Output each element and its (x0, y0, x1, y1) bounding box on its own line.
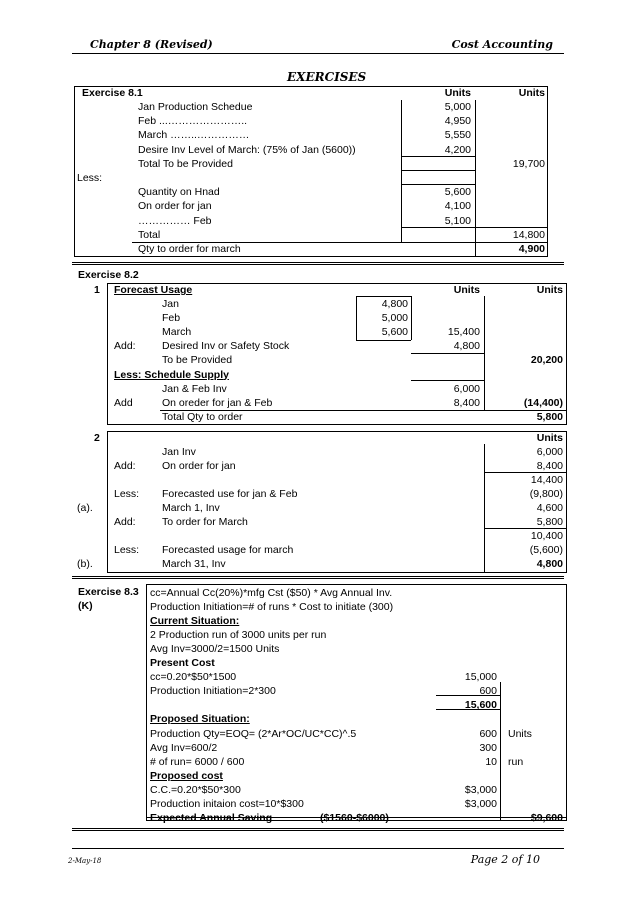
row-value: 4,100 (444, 200, 471, 213)
exercise-label: Exercise 8.2 (78, 269, 139, 281)
row-value: 5,000 (444, 101, 471, 113)
exercise-sublabel: (K) (78, 600, 93, 612)
column-rule (484, 296, 485, 410)
calc-line: Avg Inv=600/2 (150, 741, 218, 754)
row-total: (14,400) (523, 396, 563, 409)
cell-rule (411, 380, 484, 381)
cell-rule (484, 472, 567, 473)
calc-line: cc=Annual Cc(20%)*mfg Cst ($50) * Avg Annual Inv. (150, 587, 393, 599)
row-value: 6,000 (453, 382, 480, 395)
row-total: 20,200 (530, 354, 563, 367)
calc-line: Production Initiation=2*300 (150, 685, 276, 698)
cell-rule (401, 184, 475, 185)
cell-rule (401, 170, 475, 171)
row-total: 4,900 (518, 243, 545, 255)
row-label: To be Provided (162, 354, 233, 367)
row-value: 4,200 (444, 143, 471, 156)
calc-line: Production Qty=EOQ= (2*Ar*OC/UC*CC)^.5 (150, 727, 357, 740)
header-rule (72, 53, 564, 54)
row-value: 4,800 (536, 558, 563, 571)
course-title: Cost Accounting (451, 38, 553, 51)
row-value: 5,600 (381, 326, 408, 339)
exercise-label: Exercise 8.3 (78, 586, 139, 598)
row-label: March (162, 326, 192, 339)
calc-value: 600 (479, 685, 497, 698)
row-label: To order for March (162, 516, 248, 529)
row-label: Qty to order for march (138, 243, 241, 255)
row-label: On order for jan (138, 200, 212, 213)
calc-line: # of run= 6000 / 600 (150, 755, 245, 768)
exercise-label: Exercise 8.1 (82, 87, 143, 99)
row-tag: (b). (77, 558, 93, 571)
row-label: …………… Feb (138, 214, 212, 227)
part-number: 1 (94, 284, 100, 296)
row-label: March 31, Inv (162, 558, 226, 571)
row-value: 5,000 (381, 312, 408, 325)
row-tag: (a). (77, 502, 93, 515)
calc-value: 15,000 (464, 671, 497, 684)
units-header: Units (536, 284, 563, 296)
row-label: Total Qty to order (162, 410, 243, 423)
row-rule (146, 817, 567, 818)
row-rule (160, 410, 567, 411)
row-value: 5,600 (444, 186, 471, 199)
units-header: Units (444, 87, 471, 99)
calc-line: Current Situation: (150, 615, 240, 628)
row-value: 4,800 (381, 298, 408, 310)
part-title: Forecast Usage (114, 284, 193, 296)
calc-value: 600 (479, 727, 497, 740)
calc-value: 10 (485, 755, 497, 768)
row-value: 5,800 (536, 516, 563, 529)
row-value: 4,800 (453, 340, 480, 353)
row-prefix: Less: (114, 488, 140, 501)
cell-rule (401, 227, 547, 228)
cell-rule (484, 528, 567, 529)
calc-line: Avg Inv=3000/2=1500 Units (150, 643, 280, 656)
units-header: Units (453, 284, 480, 296)
page-number: Page 2 of 10 (470, 853, 540, 866)
calc-value: 15,600 (464, 699, 497, 712)
row-label: Feb ...………………….. (138, 115, 248, 128)
page-title: EXERCISES (287, 70, 367, 84)
row-total: 5,800 (536, 410, 563, 423)
row-label: March 1, Inv (162, 502, 220, 515)
row-total: 14,800 (512, 228, 545, 241)
row-label: Jan (162, 298, 179, 310)
row-rule (132, 242, 547, 243)
part-number: 2 (94, 432, 100, 444)
row-label: Total (138, 228, 161, 241)
row-label: Desired Inv or Safety Stock (162, 340, 290, 353)
row-label: Feb (162, 312, 181, 325)
saving-formula: ($1560-$6000) (320, 811, 389, 824)
less-label: Less: (77, 172, 103, 184)
calc-line: Proposed Situation: (150, 713, 250, 726)
row-label: Jan Inv (162, 446, 196, 458)
row-value: 8,400 (536, 460, 563, 473)
row-value: 5,550 (444, 129, 471, 142)
cell-rule (436, 695, 500, 696)
row-label: Quantity on Hnad (138, 186, 220, 199)
calc-value: $3,000 (464, 783, 497, 796)
section-divider (72, 576, 564, 579)
row-label: Forecasted use for jan & Feb (162, 488, 298, 501)
row-value: (5,600) (529, 544, 563, 557)
cell-rule (401, 156, 475, 157)
footer-rule (72, 848, 564, 849)
row-value: 8,400 (453, 396, 480, 409)
calc-value: $3,000 (464, 797, 497, 810)
calc-line: Expected Annual Saving (150, 811, 273, 824)
column-rule (500, 682, 501, 821)
calc-value: 300 (479, 741, 497, 754)
row-prefix: Less: (114, 544, 140, 557)
calc-unit: run (508, 755, 524, 768)
row-label: On oreder for jan & Feb (162, 396, 273, 409)
row-prefix: Less: Schedule Supply (114, 368, 229, 381)
section-divider (72, 828, 564, 831)
row-value: 6,000 (536, 446, 563, 458)
row-value: 15,400 (447, 326, 480, 339)
units-header: Units (536, 432, 563, 444)
row-label: March ……..…………… (138, 129, 250, 142)
footer-date: 2-May-18 (68, 857, 102, 865)
units-header: Units (518, 87, 545, 99)
row-total: 19,700 (512, 157, 545, 170)
cell-rule (411, 353, 484, 354)
calc-line: C.C.=0.20*$50*300 (150, 783, 241, 796)
row-value: 10,400 (530, 530, 563, 543)
section-divider (72, 262, 564, 265)
row-prefix: Add: (114, 340, 136, 353)
row-value: 4,600 (536, 502, 563, 515)
calc-line: Production Initiation=# of runs * Cost to initiate (300) (150, 601, 394, 614)
row-label: Jan & Feb Inv (162, 382, 227, 395)
row-label: On order for jan (162, 460, 236, 473)
row-label: Forecasted usage for march (162, 544, 294, 557)
calc-line: Production initaion cost=10*$300 (150, 797, 304, 810)
row-prefix: Add: (114, 460, 136, 473)
row-label: Jan Production Schedue (138, 101, 253, 113)
chapter-title: Chapter 8 (Revised) (90, 38, 213, 51)
row-value: 5,100 (444, 214, 471, 227)
row-value: (9,800) (529, 488, 563, 501)
row-label: Desire Inv Level of March: (75% of Jan (5600)) (138, 143, 356, 156)
calc-line: Present Cost (150, 657, 215, 670)
row-value: 4,950 (444, 115, 471, 128)
saving-total: $9,600 (530, 811, 563, 824)
calc-line: cc=0.20*$50*1500 (150, 671, 237, 684)
row-prefix: Add: (114, 516, 136, 529)
row-value: 14,400 (530, 474, 563, 487)
row-prefix: Add (114, 396, 133, 409)
calc-unit: Units (508, 727, 532, 740)
calc-line: 2 Production run of 3000 units per run (150, 629, 327, 642)
calc-line: Proposed cost (150, 769, 223, 782)
cell-rule (436, 709, 500, 710)
row-label: Total To be Provided (138, 157, 233, 170)
